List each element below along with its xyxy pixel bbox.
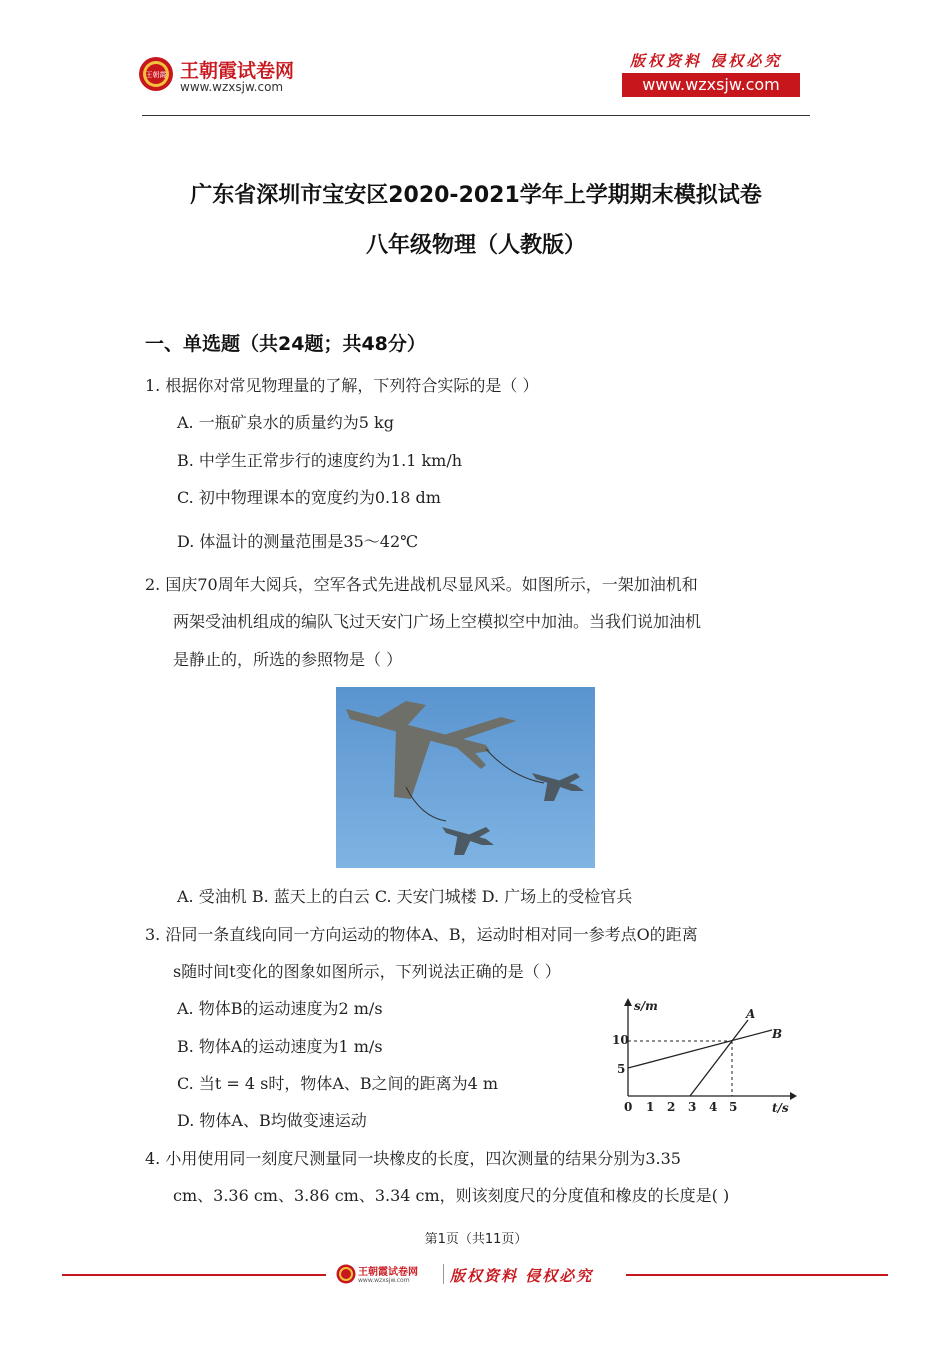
q3-option-a: A. 物体B的运动速度为2 m/s: [177, 999, 383, 1018]
q3-option-b: B. 物体A的运动速度为1 m/s: [177, 1037, 383, 1056]
x-axis-label: t/s: [772, 1101, 789, 1115]
header-divider: [142, 115, 810, 116]
footer-copyright: 版权资料 侵权必究: [450, 1267, 594, 1285]
q3-stem-line1: 3. 沿同一条直线向同一方向运动的物体A、B，运动时相对同一参考点O的距离: [145, 925, 698, 944]
x-tick-0: 0: [624, 1100, 633, 1114]
y-tick-5: 5: [617, 1062, 626, 1076]
q2-stem-line3: 是静止的，所选的参照物是（ ）: [173, 650, 403, 669]
brand-logo-emblem: [138, 56, 174, 92]
x-tick-2: 2: [667, 1100, 676, 1114]
refueling-jets-photo: [336, 687, 595, 868]
q4-stem-line1: 4. 小用使用同一刻度尺测量同一块橡皮的长度，四次测量的结果分别为3.35: [145, 1149, 681, 1168]
copyright-notice: 版权资料 侵权必究: [630, 52, 783, 70]
footer-logo-emblem: [336, 1264, 356, 1284]
line-a: [690, 1020, 748, 1096]
footer-brand-url[interactable]: www.wzxsjw.com: [358, 1277, 410, 1284]
s-t-graph: [612, 996, 797, 1118]
q2-stem-line2: 两架受油机组成的编队飞过天安门广场上空模拟空中加油。当我们说加油机: [173, 612, 702, 631]
q1-stem: 1. 根据你对常见物理量的了解，下列符合实际的是（ ）: [145, 376, 539, 395]
line-b: [628, 1030, 772, 1068]
footer-brand-name: 王朝霞试卷网: [358, 1267, 418, 1278]
line-a-label: A: [746, 1007, 756, 1021]
q3-option-d: D. 物体A、B均做变速运动: [177, 1111, 367, 1130]
x-tick-1: 1: [646, 1100, 655, 1114]
footer-rule-right: [626, 1274, 888, 1276]
footer-separator: [443, 1264, 444, 1284]
section-heading: 一、单选题（共24题；共48分）: [145, 333, 426, 355]
x-axis-arrow: [790, 1092, 797, 1100]
brand-name: 王朝霞试卷网: [180, 60, 295, 82]
q1-option-a: A. 一瓶矿泉水的质量约为5 kg: [177, 413, 394, 432]
q3-stem-line2: s随时间t变化的图象如图所示，下列说法正确的是（ ）: [173, 962, 561, 981]
q3-option-c: C. 当t = 4 s时，物体A、B之间的距离为4 m: [177, 1074, 499, 1093]
q1-option-d: D. 体温计的测量范围是35～42℃: [177, 532, 419, 551]
q1-option-b: B. 中学生正常步行的速度约为1.1 km/h: [177, 451, 463, 470]
exam-title: 广东省深圳市宝安区2020-2021学年上学期期末模拟试卷: [190, 183, 762, 208]
brand-url[interactable]: www.wzxsjw.com: [180, 80, 284, 94]
footer-rule-left: [62, 1274, 326, 1276]
q2-options: A. 受油机 B. 蓝天上的白云 C. 天安门城楼 D. 广场上的受检官兵: [177, 887, 633, 906]
y-axis-label: s/m: [634, 999, 658, 1013]
x-tick-3: 3: [688, 1100, 697, 1114]
q4-stem-line2: cm、3.36 cm、3.86 cm、3.34 cm，则该刻度尺的分度值和橡皮的长度是( ): [173, 1186, 730, 1205]
exam-subtitle: 八年级物理（人教版）: [365, 233, 586, 258]
line-b-label: B: [772, 1027, 783, 1041]
q1-option-c: C. 初中物理课本的宽度约为0.18 dm: [177, 488, 441, 507]
emblem-text: 王朝霞: [145, 71, 167, 79]
x-tick-5: 5: [729, 1100, 738, 1114]
y-axis-arrow: [624, 998, 632, 1006]
x-tick-4: 4: [709, 1100, 718, 1114]
url-badge[interactable]: www.wzxsjw.com: [622, 73, 800, 97]
y-tick-10: 10: [612, 1033, 629, 1047]
page-number: 第1页（共11页）: [424, 1232, 528, 1247]
q2-stem-line1: 2. 国庆70周年大阅兵，空军各式先进战机尽显风采。如图所示，一架加油机和: [145, 575, 698, 594]
